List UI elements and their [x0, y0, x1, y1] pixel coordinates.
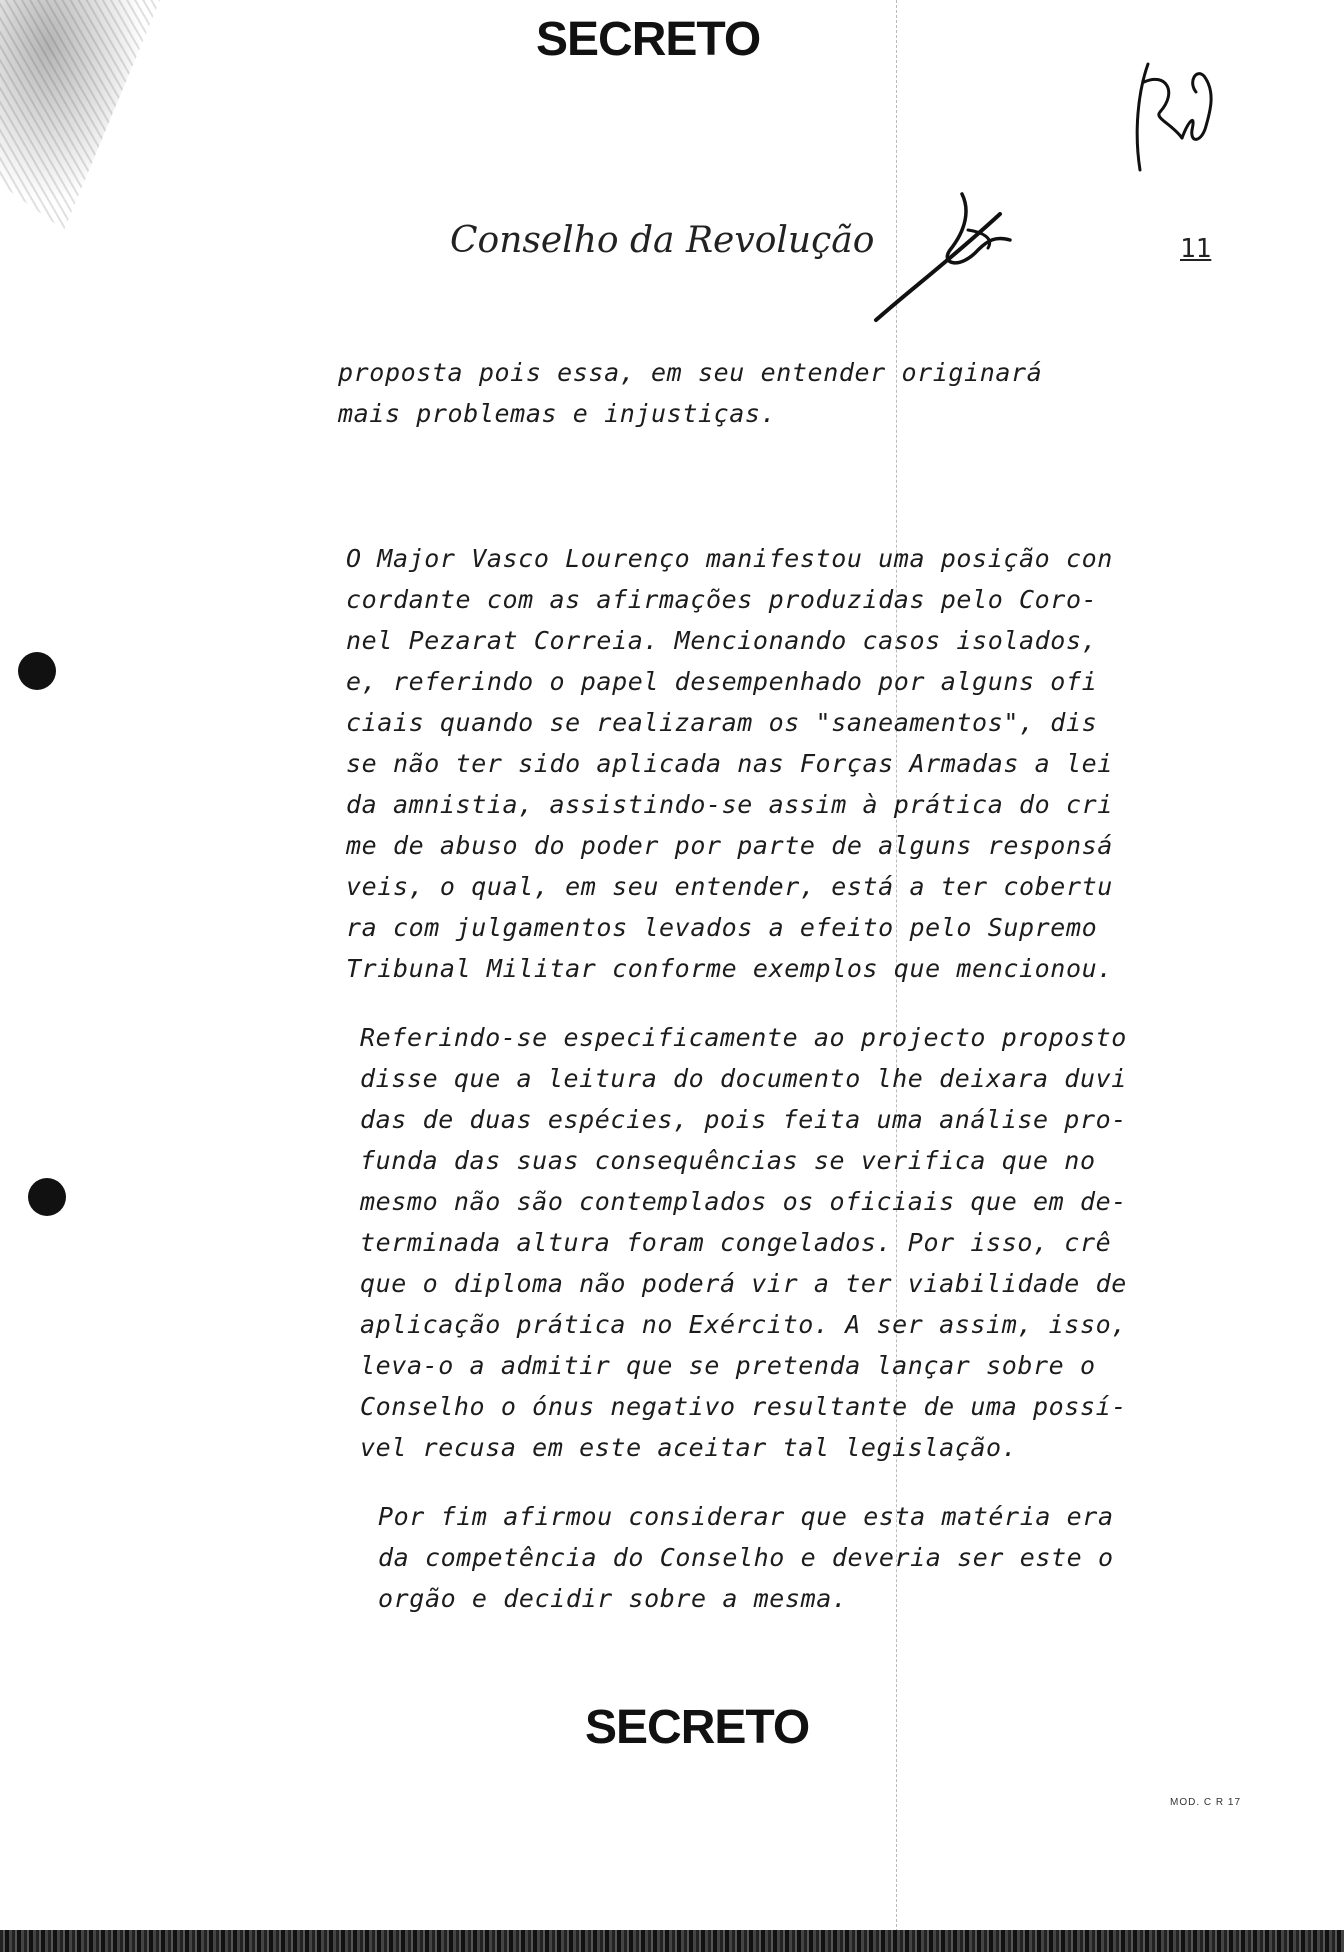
scan-artifact: [0, 0, 160, 230]
text-line: proposta pois essa, em seu entender originará: [338, 358, 1043, 387]
paragraph: [338, 352, 1198, 434]
classification-stamp-top: SECRETO: [536, 13, 761, 66]
punch-hole-icon: [18, 652, 56, 690]
text-line: mais problemas e injustiças.: [338, 399, 777, 428]
text-line: ciais quando se realizaram os "saneamentos", dis: [346, 708, 1098, 737]
letterhead: Conselho da Revolução: [450, 220, 875, 261]
text-line: das de duas espécies, pois feita uma análise pro-: [360, 1105, 1127, 1134]
text-line: se não ter sido aplicada nas Forças Armadas a lei: [346, 749, 1113, 778]
page-number: 11: [1180, 234, 1212, 264]
text-line: Conselho o ónus negativo resultante de uma possí-: [360, 1392, 1127, 1421]
text-line: O Major Vasco Lourenço manifestou uma posição con: [346, 544, 1113, 573]
text-line: funda das suas consequências se verifica que no: [360, 1146, 1096, 1175]
handwritten-initials-icon: [1126, 52, 1226, 182]
paragraph: [338, 538, 1198, 989]
text-line: que o diploma não poderá vir a ter viabilidade de: [360, 1269, 1127, 1298]
paragraph: [338, 1496, 1198, 1619]
handwritten-rubric-icon: [870, 190, 1030, 330]
text-line: nel Pezarat Correia. Mencionando casos isolados,: [346, 626, 1098, 655]
text-line: aplicação prática no Exército. A ser assim, isso,: [360, 1310, 1127, 1339]
text-line: e, referindo o papel desempenhado por alguns ofi: [346, 667, 1098, 696]
text-line: cordante com as afirmações produzidas pelo Coro-: [346, 585, 1098, 614]
text-line: vel recusa em este aceitar tal legislação.: [360, 1433, 1018, 1462]
text-line: mesmo não são contemplados os oficiais que em de-: [360, 1187, 1127, 1216]
document-body: [338, 352, 1198, 1619]
text-line: Tribunal Militar conforme exemplos que mencionou.: [346, 954, 1113, 983]
form-code: MOD. C R 17: [1170, 1797, 1242, 1808]
text-line: orgão e decidir sobre a mesma.: [378, 1584, 848, 1613]
text-line: ra com julgamentos levados a efeito pelo Supremo: [346, 913, 1098, 942]
scan-edge: [0, 1930, 1344, 1952]
text-line: veis, o qual, em seu entender, está a ter cobertu: [346, 872, 1113, 901]
text-line: Por fim afirmou considerar que esta matéria era: [378, 1502, 1114, 1531]
text-line: leva-o a admitir que se pretenda lançar sobre o: [360, 1351, 1096, 1380]
text-line: da amnistia, assistindo-se assim à prática do cri: [346, 790, 1113, 819]
text-line: disse que a leitura do documento lhe deixara duvi: [360, 1064, 1127, 1093]
classification-stamp-bottom: SECRETO: [585, 1701, 810, 1754]
text-line: Referindo-se especificamente ao projecto proposto: [360, 1023, 1127, 1052]
paragraph: [338, 1017, 1198, 1468]
text-line: terminada altura foram congelados. Por isso, crê: [360, 1228, 1112, 1257]
text-line: me de abuso do poder por parte de alguns responsá: [346, 831, 1113, 860]
punch-hole-icon: [28, 1178, 66, 1216]
text-line: da competência do Conselho e deveria ser este o: [378, 1543, 1114, 1572]
